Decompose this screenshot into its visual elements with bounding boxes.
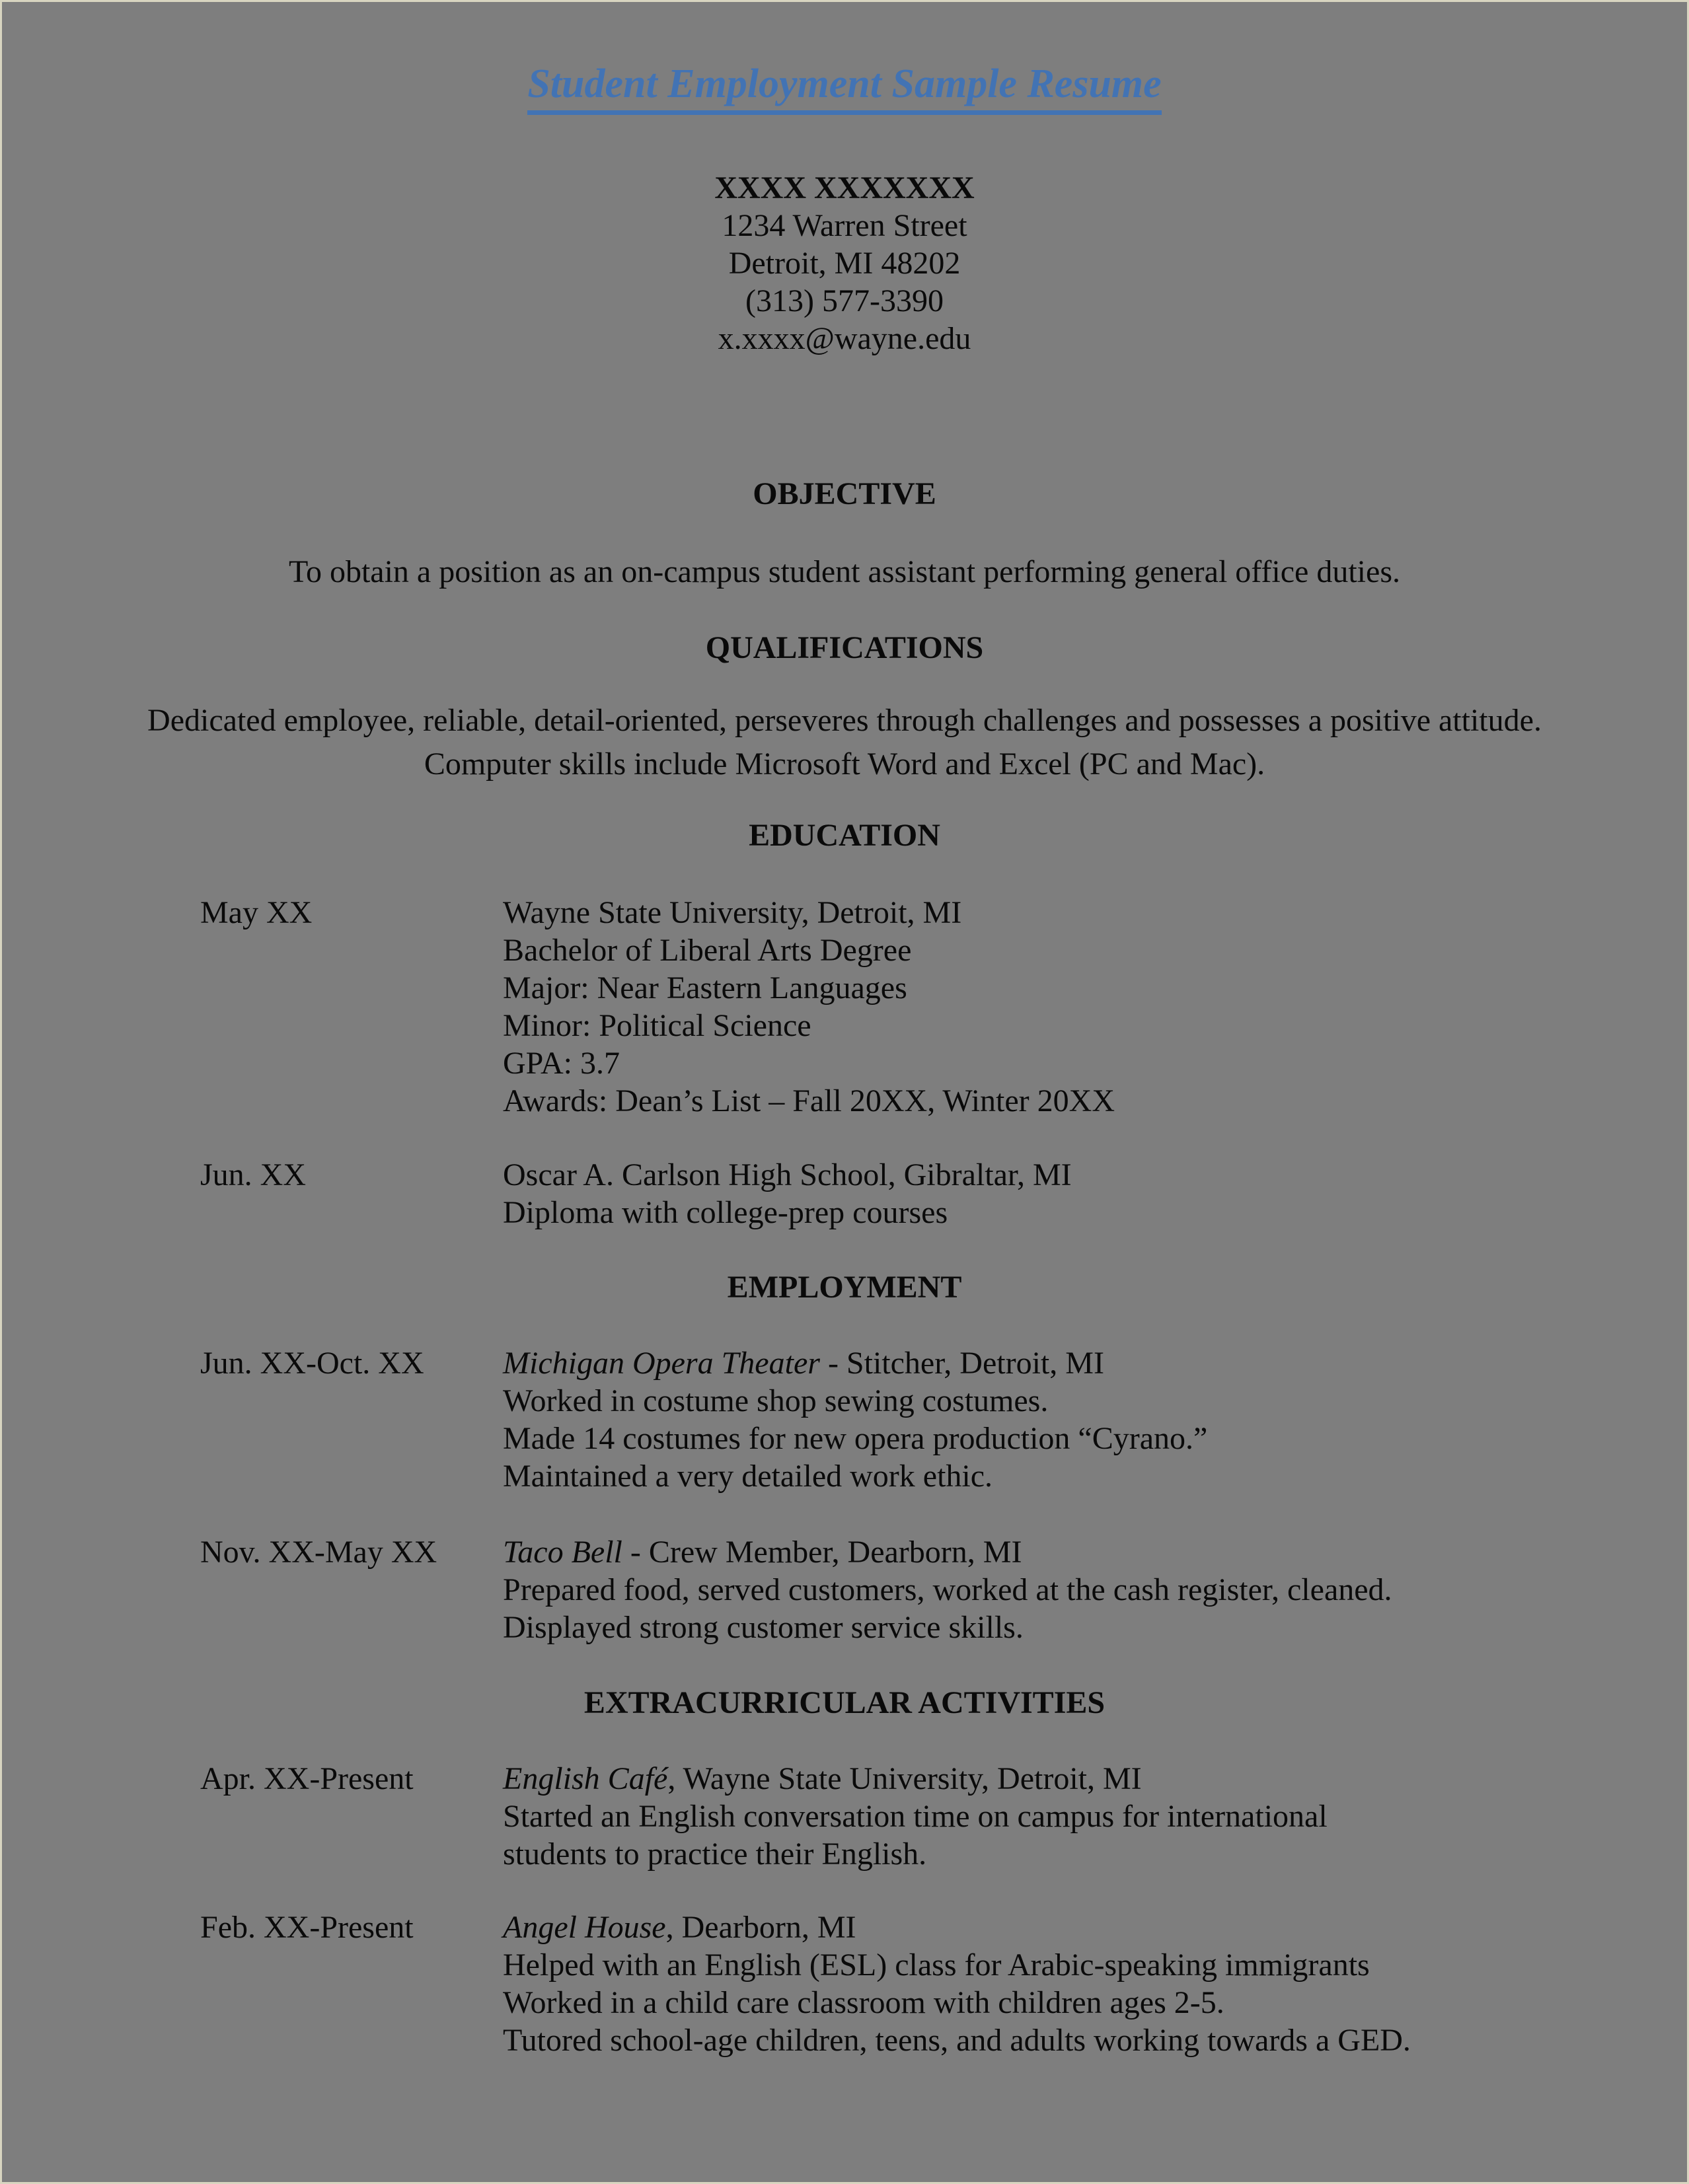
- contact-street: 1234 Warren Street: [722, 208, 967, 243]
- detail-line: Tutored school-age children, teens, and adults working towards a GED.: [503, 2023, 1411, 2058]
- employment-entry: [200, 1533, 1588, 1646]
- entry-details: [503, 1344, 1588, 1495]
- detail-line: Displayed strong customer service skills.: [503, 1610, 1024, 1645]
- entry-org-line: [503, 1344, 1588, 1382]
- qualifications-line: Dedicated employee, reliable, detail-oriented, perseveres through challenges and possesses a positive attitude.: [147, 703, 1542, 738]
- org-name: Taco Bell: [503, 1535, 622, 1570]
- resume-title-link[interactable]: Student Employment Sample Resume: [527, 60, 1161, 115]
- org-name: English Café: [503, 1761, 668, 1796]
- entry-org-line: [503, 1533, 1588, 1571]
- entry-date: Nov. XX-May XX: [200, 1535, 437, 1570]
- extracurricular-entry: [200, 1909, 1588, 2059]
- entry-details: [503, 1156, 1588, 1231]
- qualifications-line: Computer skills include Microsoft Word and Excel (PC and Mac).: [424, 746, 1265, 782]
- org-rest: - Stitcher, Detroit, MI: [819, 1346, 1104, 1381]
- contact-email: x.xxxx@wayne.edu: [718, 321, 971, 356]
- education-entry: [200, 1156, 1588, 1231]
- contact-phone: (313) 577-3390: [745, 283, 944, 318]
- entry-date: Jun. XX: [200, 1157, 307, 1192]
- detail-line: Diploma with college-prep courses: [503, 1195, 948, 1230]
- detail-line: Minor: Political Science: [503, 1008, 811, 1043]
- entry-details: [503, 1533, 1588, 1646]
- heading-employment: EMPLOYMENT: [727, 1270, 962, 1305]
- entry-date: Apr. XX-Present: [200, 1761, 414, 1796]
- detail-line: students to practice their English.: [503, 1837, 927, 1872]
- entry-date: Jun. XX-Oct. XX: [200, 1346, 424, 1381]
- heading-objective: OBJECTIVE: [753, 476, 936, 511]
- entry-details: [503, 894, 1588, 1120]
- org-rest: , Wayne State University, Detroit, MI: [667, 1761, 1142, 1796]
- detail-line: Worked in costume shop sewing costumes.: [503, 1383, 1049, 1418]
- detail-line: Started an English conversation time on campus for international: [503, 1799, 1328, 1834]
- org-rest: , Dearborn, MI: [665, 1910, 856, 1945]
- org-rest: - Crew Member, Dearborn, MI: [622, 1535, 1022, 1570]
- detail-line: Maintained a very detailed work ethic.: [503, 1459, 993, 1494]
- objective-text: To obtain a position as an on-campus student assistant performing general office duties.: [288, 554, 1400, 589]
- detail-line: Wayne State University, Detroit, MI: [503, 895, 962, 930]
- detail-line: Prepared food, served customers, worked at the cash register, cleaned.: [503, 1572, 1392, 1607]
- page-title: [2, 60, 1687, 115]
- heading-extracurricular: EXTRACURRICULAR ACTIVITIES: [583, 1685, 1106, 1720]
- detail-line: Made 14 costumes for new opera production “Cyrano.”: [503, 1421, 1208, 1456]
- entry-org-line: [503, 1909, 1588, 1946]
- extracurricular-entry: [200, 1760, 1588, 1873]
- qualifications-text: [101, 699, 1588, 786]
- entry-org-line: [503, 1760, 1588, 1798]
- detail-line: Awards: Dean’s List – Fall 20XX, Winter 20XX: [503, 1083, 1115, 1118]
- education-entry: [200, 894, 1588, 1120]
- org-name: Michigan Opera Theater: [503, 1346, 820, 1381]
- detail-line: Worked in a child care classroom with children ages 2-5.: [503, 1985, 1224, 2020]
- detail-line: Major: Near Eastern Languages: [503, 970, 907, 1005]
- detail-line: Oscar A. Carlson High School, Gibraltar, MI: [503, 1157, 1072, 1192]
- contact-block: [2, 169, 1687, 357]
- detail-line: Helped with an English (ESL) class for Arabic-speaking immigrants: [503, 1947, 1370, 1983]
- entry-date: May XX: [200, 895, 313, 930]
- org-name: Angel House: [503, 1910, 666, 1945]
- contact-name: XXXX XXXXXXX: [714, 170, 975, 205]
- employment-entry: [200, 1344, 1588, 1495]
- detail-line: Bachelor of Liberal Arts Degree: [503, 933, 912, 968]
- heading-qualifications: QUALIFICATIONS: [705, 630, 984, 665]
- heading-education: EDUCATION: [749, 818, 940, 853]
- detail-line: GPA: 3.7: [503, 1046, 620, 1081]
- entry-details: [503, 1760, 1588, 1873]
- entry-date: Feb. XX-Present: [200, 1910, 414, 1945]
- contact-city-state-zip: Detroit, MI 48202: [728, 246, 961, 281]
- entry-details: [503, 1909, 1588, 2059]
